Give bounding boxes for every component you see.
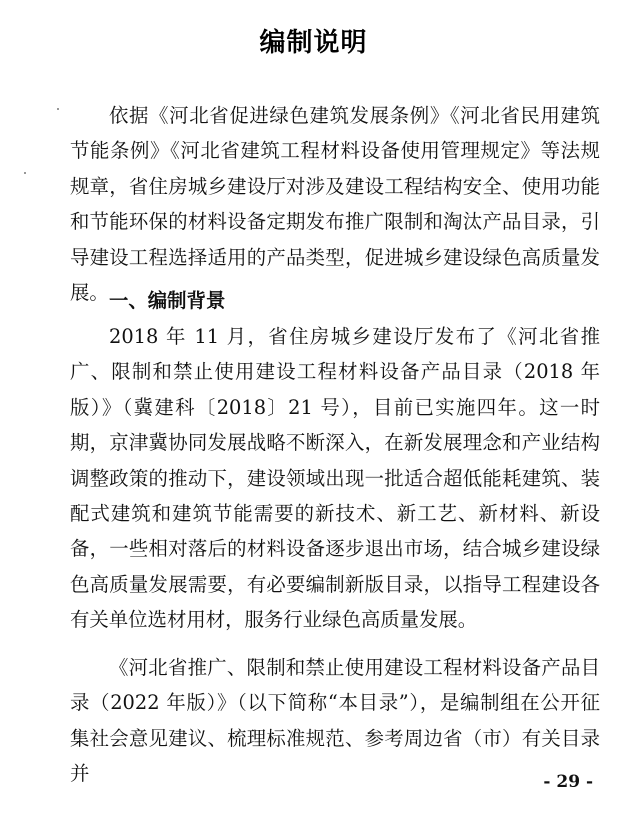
paragraph-catalog-intro: 《河北省推广、限制和禁止使用建设工程材料设备产品目录（2022 年版）》（以下简称“本目录”），是编制组在公开征集社会意见建议、梳理标准规范、参考周边省（市）有关目录并 <box>70 656 600 786</box>
section-heading-background: 一、编制背景 <box>109 289 226 312</box>
paragraph-basis: 依据《河北省促进绿色建筑发展条例》《河北省民用建筑节能条例》《河北省建筑工程材料设备使用管理规定》等法规规章，省住房城乡建设厅对涉及建设工程结构安全、使用功能和节能环保的材料设备定期发布推广限制和淘汰产品目录，引导建设工程选择适用的产品类型，促进城乡建设绿色高质量发展。 <box>70 104 600 305</box>
page-title: 编制说明 <box>259 28 368 58</box>
scan-speck <box>57 108 59 110</box>
scan-speck <box>24 172 26 174</box>
page-number: - 29 - <box>543 772 593 792</box>
paragraph-background: 2018 年 11 月，省住房城乡建设厅发布了《河北省推广、限制和禁止使用建设工程材料设备产品目录（2018 年版）》（冀建科〔2018〕21 号），目前已实施四年。这一时期，京津冀协同发展战略不断深入，在新发展理念和产业结构调整政策的推动下，建设领域出现一批适合超低能耗建筑、装配式建筑和建筑节能需要的新技术、新工艺、新材料、新设备，一些相对落后的材料设备逐步退出市场，结合城乡建设绿色高质量发展需要，有必要编制新版目录，以指导工程建设各有关单位选材用材，服务行业绿色高质量发展。 <box>70 325 600 632</box>
